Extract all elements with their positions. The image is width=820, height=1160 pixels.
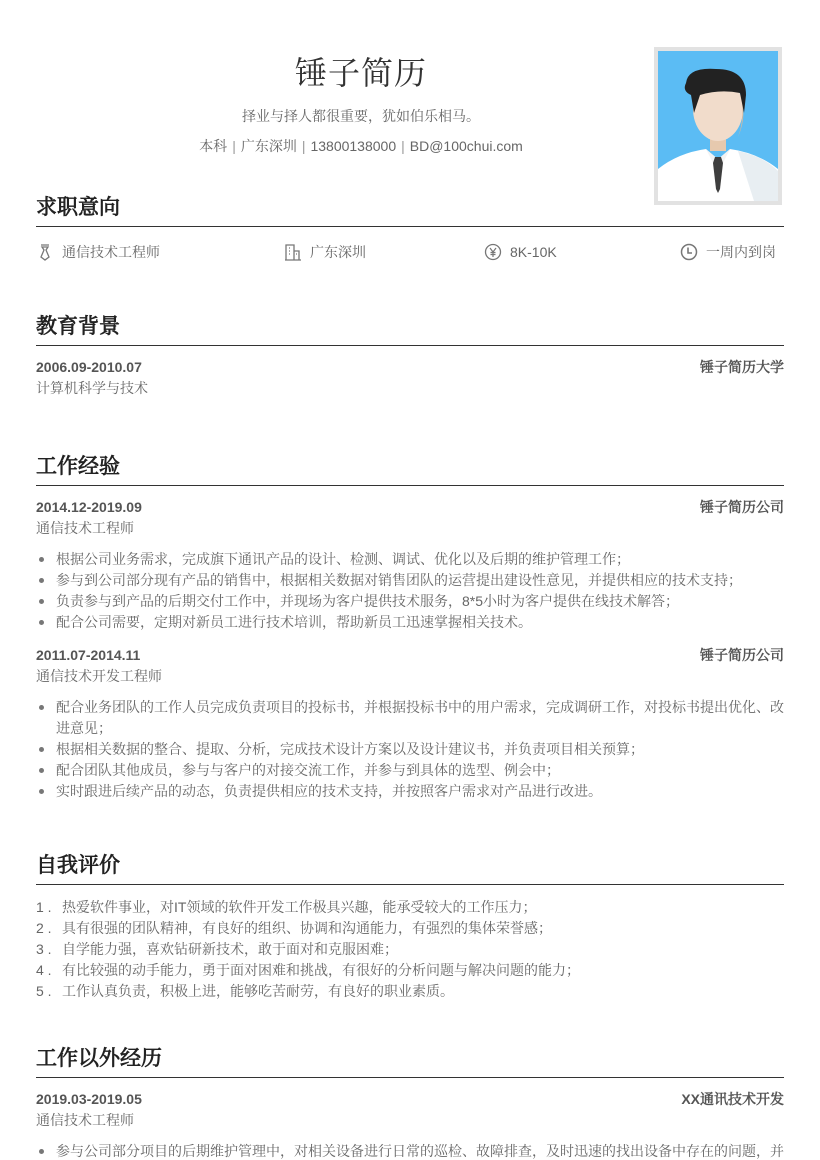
separator: |	[401, 138, 405, 154]
contact-location: 广东深圳	[240, 138, 297, 154]
contact-phone: 13800138000	[310, 138, 397, 154]
avatar-photo	[654, 47, 782, 205]
list-item: 参与到公司部分现有产品的销售中，根据相关数据对销售团队的运营提出建设性意见，并提供相应的技术支持；	[36, 570, 784, 591]
section-title: 工作经验	[36, 452, 784, 486]
list-item: 4 . 有比较强的动手能力，勇于面对困难和挑战，有很好的分析问题与解决问题的能力；	[36, 962, 580, 978]
intent-availability: 一周内到岗	[680, 242, 776, 262]
work-entry	[36, 645, 784, 802]
list-item: 根据公司业务需求，完成旗下通讯产品的设计、检测、调试、优化以及后期的维护管理工作；	[36, 549, 784, 570]
entry-org: 锤子简历大学	[700, 359, 784, 375]
list-item: 根据相关数据的整合、提取、分析，完成技术设计方案以及设计建议书，并负责项目相关预算；	[36, 739, 784, 760]
separator: |	[232, 138, 236, 154]
entry-org: 锤子简历公司	[700, 647, 784, 663]
section-education	[36, 312, 784, 399]
entry-org: 锤子简历公司	[700, 499, 784, 515]
resume-motto: 择业与择人都很重要，犹如伯乐相马。	[242, 108, 480, 124]
intent-location: 广东深圳	[284, 242, 484, 262]
extra-entry	[36, 1089, 784, 1160]
list-item: 5 . 工作认真负责，积极上进，能够吃苦耐劳，有良好的职业素质。	[36, 983, 454, 999]
section-work	[36, 452, 784, 802]
list-item: 2 . 具有很强的团队精神，有良好的组织、协调和沟通能力，有强烈的集体荣誉感；	[36, 920, 552, 936]
section-title: 工作以外经历	[36, 1044, 784, 1078]
work-entry	[36, 497, 784, 633]
contact-line	[0, 136, 722, 156]
entry-date: 2006.09-2010.07	[36, 359, 142, 375]
list-item: 配合业务团队的工作人员完成负责项目的投标书，并根据投标书中的用户需求，完成调研工作，对投标书提出优化、改进意见；	[36, 697, 784, 739]
building-icon	[284, 243, 302, 261]
tie-icon	[36, 243, 54, 261]
entry-bullets	[36, 697, 784, 802]
intent-position: 通信技术工程师	[36, 242, 284, 262]
entry-org: XX通讯技术开发	[681, 1091, 784, 1107]
clock-icon	[680, 243, 698, 261]
entry-role: 通信技术开发工程师	[36, 668, 162, 684]
contact-email: BD@100chui.com	[409, 138, 523, 154]
entry-bullets	[36, 1141, 784, 1160]
list-item: 参与公司部分项目的后期维护管理中，对相关设备进行日常的巡检、故障排查，及时迅速的找出设备中存在的问题，并	[36, 1141, 784, 1160]
intent-row	[36, 239, 784, 265]
evaluation-list	[36, 897, 784, 1002]
section-extra	[36, 1044, 784, 1160]
list-item: 配合团队其他成员，参与与客户的对接交流工作，并参与到具体的选型、例会中；	[36, 760, 784, 781]
section-title: 自我评价	[36, 851, 784, 885]
list-item: 3 . 自学能力强，喜欢钻研新技术，敢于面对和克服困难；	[36, 941, 398, 957]
list-item: 配合公司需要，定期对新员工进行技术培训，帮助新员工迅速掌握相关技术。	[36, 612, 784, 633]
entry-date: 2011.07-2014.11	[36, 647, 141, 663]
entry-major: 计算机科学与技术	[36, 380, 148, 396]
list-item: 负责参与到产品的后期交付工作中，并现场为客户提供技术服务，8*5小时为客户提供在线技术解答；	[36, 591, 784, 612]
section-title: 求职意向	[36, 193, 784, 227]
resume-name: 锤子简历	[294, 55, 427, 91]
contact-degree: 本科	[199, 138, 228, 154]
entry-date: 2014.12-2019.09	[36, 499, 142, 515]
list-item: 1 . 热爱软件事业，对IT领域的软件开发工作极具兴趣，能承受较大的工作压力；	[36, 899, 537, 915]
yen-icon	[484, 243, 502, 261]
list-item: 实时跟进后续产品的动态，负责提供相应的技术支持，并按照客户需求对产品进行改进。	[36, 781, 784, 802]
entry-bullets	[36, 549, 784, 633]
separator: |	[301, 138, 306, 154]
section-evaluation	[36, 851, 784, 1002]
avatar-icon	[658, 51, 778, 201]
entry-role: 通信技术工程师	[36, 520, 134, 536]
intent-salary: 8K-10K	[484, 243, 680, 261]
education-entry	[36, 357, 784, 399]
entry-date: 2019.03-2019.05	[36, 1091, 142, 1107]
entry-role: 通信技术工程师	[36, 1112, 134, 1128]
section-title: 教育背景	[36, 312, 784, 346]
section-intent	[36, 193, 784, 265]
